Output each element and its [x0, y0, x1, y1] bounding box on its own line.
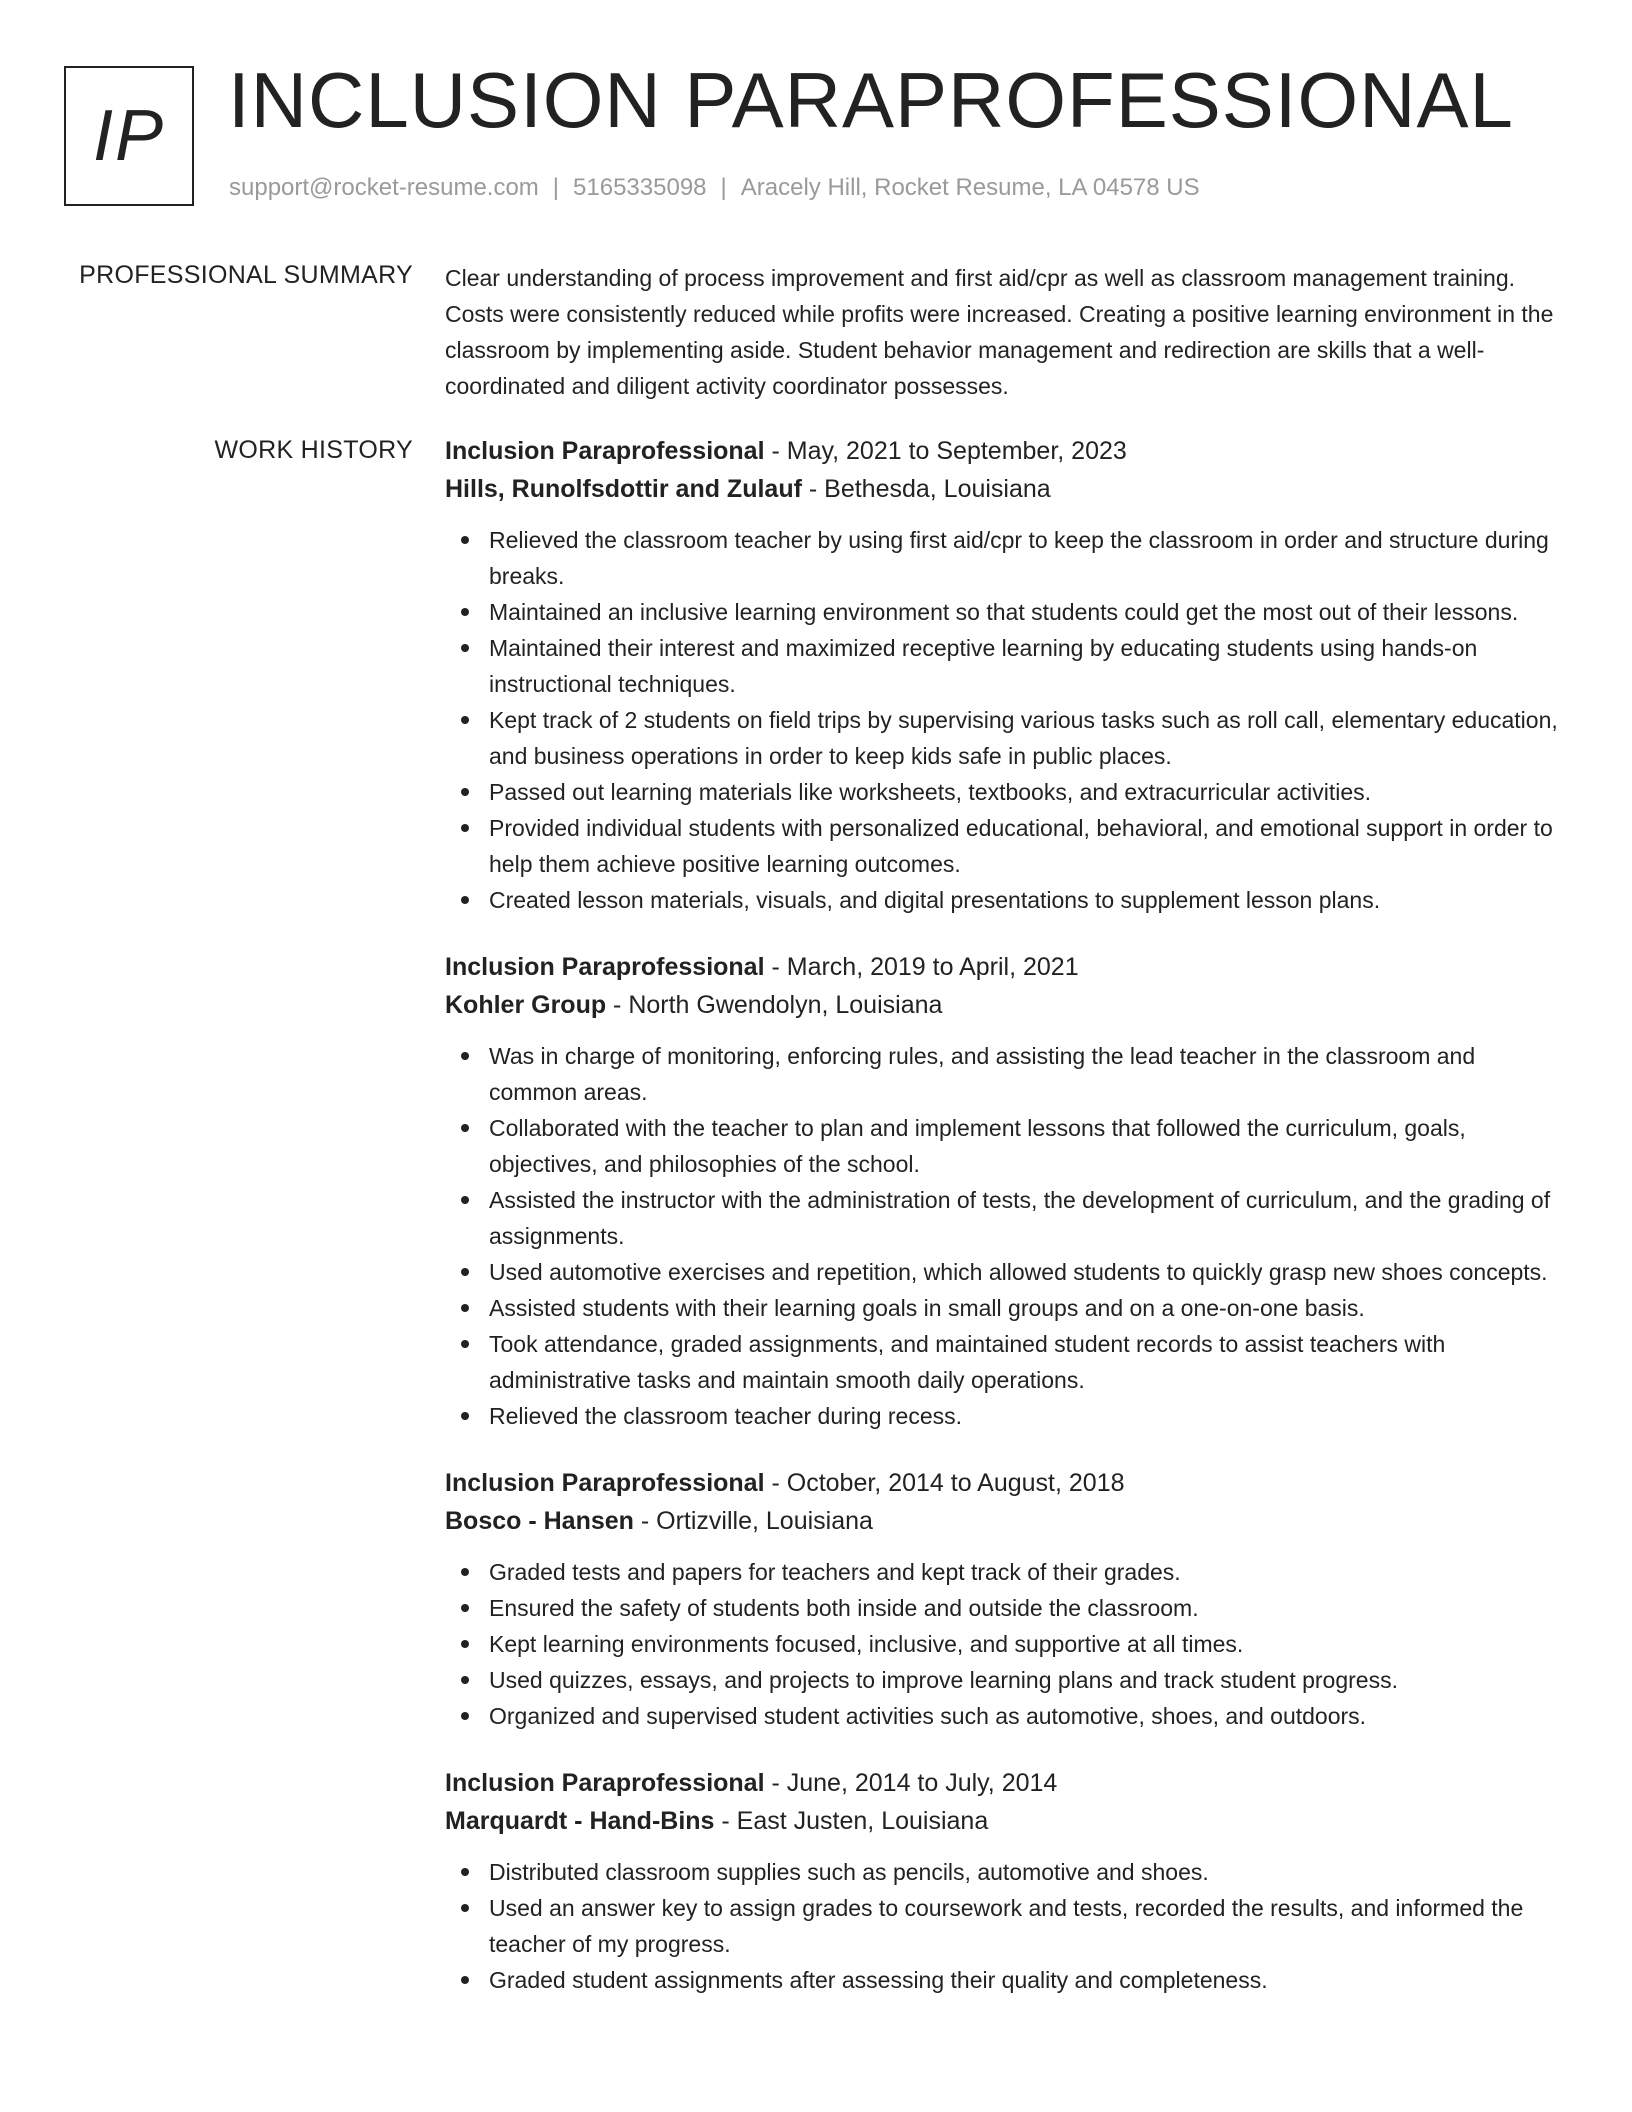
job-bullet [445, 1554, 1565, 1590]
bullet-dot-icon [461, 1340, 469, 1348]
job-bullet [445, 1038, 1565, 1110]
job-bullet-text: Graded student assignments after assessing their quality and completeness. [489, 1967, 1268, 1993]
job-bullet-text: Assisted students with their learning goals in small groups and on a one-on-one basis. [489, 1295, 1365, 1321]
bullet-dot-icon [461, 1268, 469, 1276]
job-location: - Bethesda, Louisiana [801, 475, 1051, 503]
contact-email[interactable]: support@rocket-resume.com [229, 174, 539, 201]
job-company-line [445, 986, 1565, 1024]
job-bullet-text: Assisted the instructor with the administration of tests, the development of curriculum, and the grading of assignments. [489, 1187, 1551, 1249]
job-bullet [445, 1590, 1565, 1626]
contact-line [229, 174, 1200, 202]
contact-separator: | [552, 174, 560, 201]
job-bullet [445, 630, 1565, 702]
job-bullets [445, 1554, 1565, 1734]
job-bullet-text: Maintained an inclusive learning environment so that students could get the most out of their lessons. [489, 599, 1519, 625]
contact-address: Aracely Hill, Rocket Resume, LA 04578 US [740, 174, 1200, 201]
job-title-line [445, 948, 1565, 986]
job-dates: - May, 2021 to September, 2023 [764, 437, 1127, 465]
job-bullet-text: Maintained their interest and maximized receptive learning by educating students using hands-on instructional techniques. [489, 635, 1478, 697]
bullet-dot-icon [461, 1904, 469, 1912]
job-bullet [445, 1962, 1565, 1998]
job-entry [445, 432, 1565, 918]
job-title: Inclusion Paraprofessional [445, 1769, 765, 1797]
summary-heading: PROFESSIONAL SUMMARY [79, 261, 413, 289]
job-bullet-text: Kept learning environments focused, inclusive, and supportive at all times. [489, 1631, 1244, 1657]
job-bullet [445, 1854, 1565, 1890]
job-bullet-text: Used an answer key to assign grades to coursework and tests, recorded the results, and informed the teacher of my progress. [489, 1895, 1524, 1957]
monogram-logo [64, 66, 194, 206]
job-bullet-text: Organized and supervised student activities such as automotive, shoes, and outdoors. [489, 1703, 1367, 1729]
job-entry [445, 1764, 1565, 1998]
bullet-dot-icon [461, 1412, 469, 1420]
job-bullets [445, 1854, 1565, 1998]
bullet-dot-icon [461, 644, 469, 652]
job-bullet [445, 1290, 1565, 1326]
job-bullet [445, 1254, 1565, 1290]
job-title: Inclusion Paraprofessional [445, 953, 765, 981]
bullet-dot-icon [461, 788, 469, 796]
job-bullet [445, 1326, 1565, 1398]
job-bullet [445, 810, 1565, 882]
job-bullet-text: Distributed classroom supplies such as pencils, automotive and shoes. [489, 1859, 1209, 1885]
job-bullets [445, 522, 1565, 918]
bullet-dot-icon [461, 1124, 469, 1132]
bullet-dot-icon [461, 1712, 469, 1720]
job-company: Kohler Group [445, 991, 607, 1019]
job-bullet [445, 1698, 1565, 1734]
job-bullet [445, 1182, 1565, 1254]
bullet-dot-icon [461, 1604, 469, 1612]
job-company: Bosco - Hansen [445, 1507, 634, 1535]
bullet-dot-icon [461, 608, 469, 616]
job-bullet-text: Kept track of 2 students on field trips by supervising various tasks such as roll call, elementary education, and business operations in order to keep kids safe in public places. [489, 707, 1558, 769]
job-bullet [445, 882, 1565, 918]
job-bullet [445, 1890, 1565, 1962]
job-title-line [445, 1464, 1565, 1502]
job-entry [445, 1464, 1565, 1734]
work-history-body [445, 432, 1565, 2028]
job-bullet-text: Graded tests and papers for teachers and kept track of their grades. [489, 1559, 1181, 1585]
job-company-line [445, 1802, 1565, 1840]
job-company: Hills, Runolfsdottir and Zulauf [445, 475, 802, 503]
summary-body [445, 260, 1565, 404]
job-bullet [445, 1110, 1565, 1182]
job-company: Marquardt - Hand-Bins [445, 1807, 715, 1835]
job-bullet-text: Relieved the classroom teacher by using first aid/cpr to keep the classroom in order and structure during breaks. [489, 527, 1549, 589]
job-bullet-text: Collaborated with the teacher to plan and implement lessons that followed the curriculum, goals, objectives, and philosophies of the school. [489, 1115, 1466, 1177]
job-bullet-text: Used automotive exercises and repetition, which allowed students to quickly grasp new shoes concepts. [489, 1259, 1548, 1285]
job-bullet-text: Ensured the safety of students both inside and outside the classroom. [489, 1595, 1199, 1621]
bullet-dot-icon [461, 896, 469, 904]
job-location: - North Gwendolyn, Louisiana [606, 991, 943, 1019]
job-bullet-text: Passed out learning materials like worksheets, textbooks, and extracurricular activities. [489, 779, 1372, 805]
contact-phone[interactable]: 5165335098 [573, 174, 707, 201]
job-bullet-text: Created lesson materials, visuals, and digital presentations to supplement lesson plans. [489, 887, 1381, 913]
job-bullet [445, 1626, 1565, 1662]
job-dates: - October, 2014 to August, 2018 [764, 1469, 1125, 1497]
job-dates: - March, 2019 to April, 2021 [764, 953, 1079, 981]
bullet-dot-icon [461, 1976, 469, 1984]
job-bullet [445, 1398, 1565, 1434]
bullet-dot-icon [461, 1868, 469, 1876]
job-bullet-text: Took attendance, graded assignments, and maintained student records to assist teachers with administrative tasks and maintain smooth daily operations. [489, 1331, 1446, 1393]
bullet-dot-icon [461, 716, 469, 724]
job-entry [445, 948, 1565, 1434]
job-bullet [445, 522, 1565, 594]
monogram-initials: IP [92, 96, 166, 176]
bullet-dot-icon [461, 1052, 469, 1060]
job-title-line [445, 1764, 1565, 1802]
job-bullet [445, 1662, 1565, 1698]
bullet-dot-icon [461, 824, 469, 832]
summary-text: Clear understanding of process improvement and first aid/cpr as well as classroom management training. Costs were consistently reduced while profits were increased. Creating a positive learning environment in the classroom by implementing aside. Student behavior management and redirection are skills that a well-coordinated and diligent activity coordinator possesses. [445, 265, 1554, 399]
job-bullet [445, 702, 1565, 774]
job-bullet [445, 594, 1565, 630]
bullet-dot-icon [461, 536, 469, 544]
resume-title: INCLUSION PARAPROFESSIONAL [228, 56, 1514, 144]
contact-separator: | [720, 174, 727, 201]
bullet-dot-icon [461, 1304, 469, 1312]
bullet-dot-icon [461, 1196, 469, 1204]
job-company-line [445, 470, 1565, 508]
job-dates: - June, 2014 to July, 2014 [764, 1769, 1058, 1797]
job-location: - Ortizville, Louisiana [633, 1507, 873, 1535]
job-company-line [445, 1502, 1565, 1540]
job-title-line [445, 432, 1565, 470]
job-bullet-text: Provided individual students with personalized educational, behavioral, and emotional support in order to help them achieve positive learning outcomes. [489, 815, 1553, 877]
job-title: Inclusion Paraprofessional [445, 1469, 765, 1497]
job-bullet-text: Relieved the classroom teacher during recess. [489, 1403, 963, 1429]
job-bullets [445, 1038, 1565, 1434]
bullet-dot-icon [461, 1568, 469, 1576]
job-title: Inclusion Paraprofessional [445, 437, 765, 465]
bullet-dot-icon [461, 1676, 469, 1684]
job-bullet-text: Used quizzes, essays, and projects to improve learning plans and track student progress. [489, 1667, 1398, 1693]
job-location: - East Justen, Louisiana [714, 1807, 989, 1835]
job-bullet [445, 774, 1565, 810]
work-history-heading: WORK HISTORY [214, 436, 413, 464]
bullet-dot-icon [461, 1640, 469, 1648]
job-bullet-text: Was in charge of monitoring, enforcing rules, and assisting the lead teacher in the classroom and common areas. [489, 1043, 1476, 1105]
